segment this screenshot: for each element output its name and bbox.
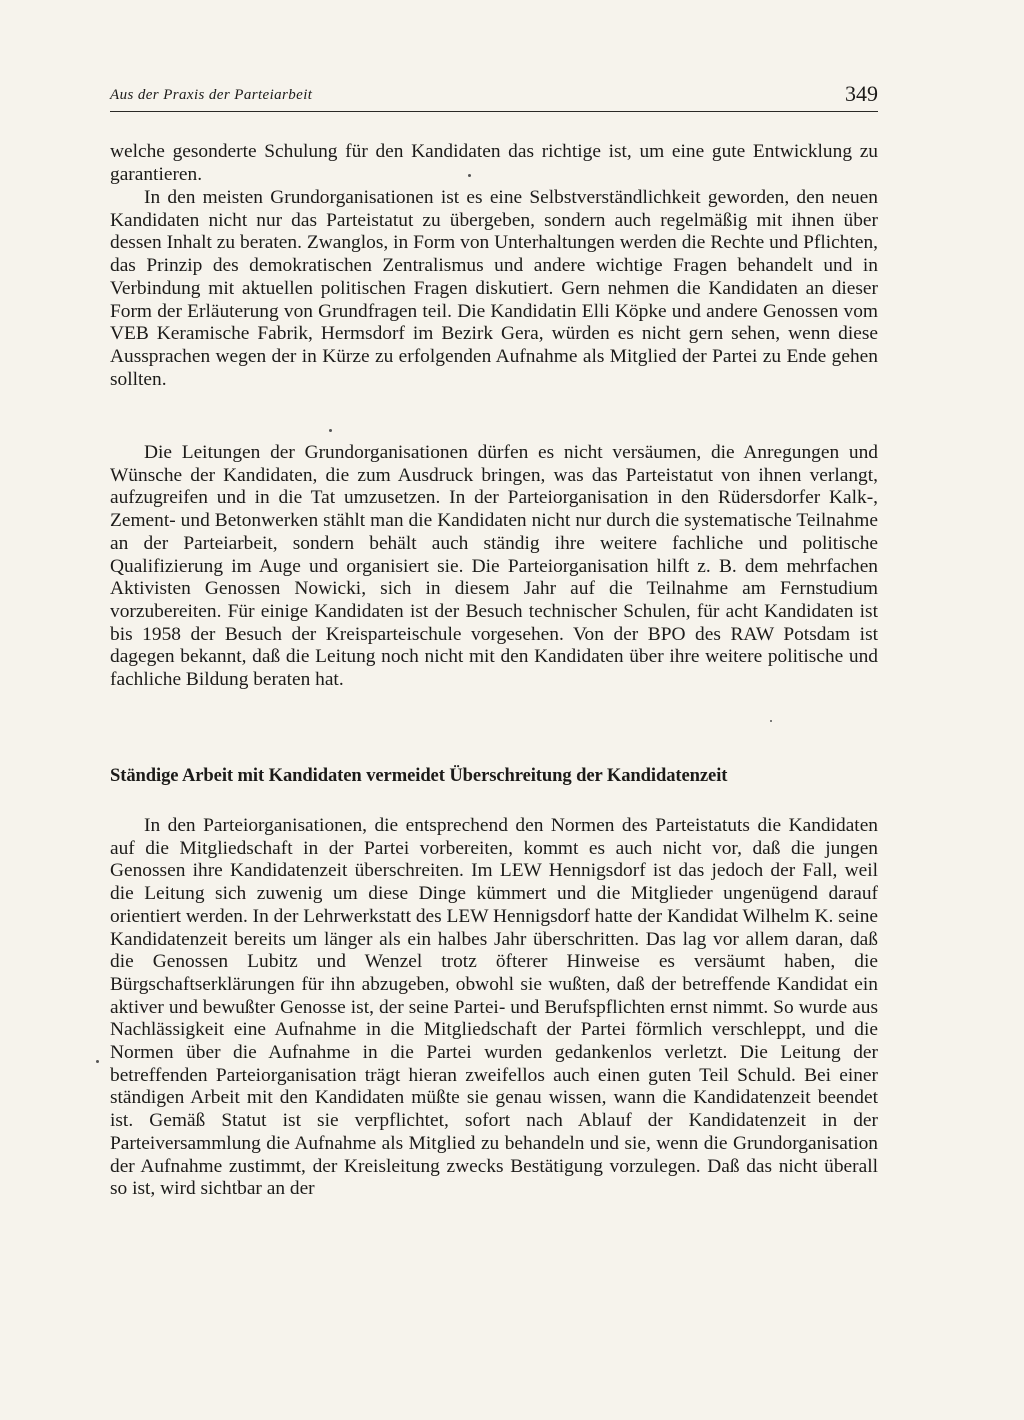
paragraph: welche gesonderte Schulung für den Kandidaten das richtige ist, um eine gute Entwicklung zu garantieren. bbox=[110, 141, 878, 185]
print-speck bbox=[468, 174, 471, 177]
paragraph: In den Parteiorganisationen, die entsprechend den Normen des Parteistatuts die Kandidaten auf die Mitgliedschaft in der Partei vorbereiten, kommt es auch nicht vor, daß die jungen Genossen ihre Kandidatenzeit überschreiten. Im LEW Hennigsdorf ist das jedoch der Fall, weil die Leitung sich zuwenig um diese Dinge kümmert und die Mitglieder ungenügend darauf orientiert werden. In der Lehrwerkstatt des LEW Hennigsdorf hatte der Kandidat Wilhelm K. seine Kandidatenzeit bereits um länger als ein halbes Jahr überschritten. Das lag vor allem daran, daß die Genossen Lubitz und Wenzel trotz öfterer Hinweise es versäumt haben, die Bürgschaftserklärungen für ihn abzugeben, obwohl sie wußten, daß der betreffende Kandidat ein aktiver und bewußter Genosse ist, der seine Partei- und Berufspflichten ernst nimmt. So wurde aus Nachlässigkeit eine Aufnahme in die Mitgliedschaft der Partei förmlich verschleppt, und die Normen über die Aufnahme in die Partei wurden gedankenlos verletzt. Die Leitung der betreffenden Parteiorganisation trägt hieran zweifellos auch einen guten Teil Schuld. Bei einer ständigen Arbeit mit den Kandidaten müßte sie genau wissen, wann die Kandidatenzeit beendet ist. Gemäß Statut ist sie verpflichtet, sofort nach Ablauf der Kandidatenzeit in der Parteiversammlung die Aufnahme als Mitglied zu behandeln und sie, wenn die Grundorganisation der Aufnahme zustimmt, der Kreisleitung zwecks Bestätigung vorzulegen. Daß das nicht überall so ist, wird sichtbar an der bbox=[110, 815, 878, 1200]
paragraph: In den meisten Grundorganisationen ist es eine Selbstverständlichkeit geworden, den neuen Kandidaten nicht nur das Parteistatut zu übergeben, sondern auch regelmäßig mit ihnen über dessen Inhalt zu beraten. Zwanglos, in Form von Unterhaltungen werden die Rechte und Pflichten, das Prinzip des demokratischen Zentralismus und andere wichtige Fragen behandelt und in Verbindung mit aktuellen politischen Fragen diskutiert. Gern nehmen die Kandidaten an dieser Form der Erläuterung von Grundfragen teil. Die Kandidatin Elli Köpke und andere Genossen vom VEB Keramische Fabrik, Hermsdorf im Bezirk Gera, würden es nicht gern sehen, wenn diese Aussprachen wegen der in Kürze zu erfolgenden Aufnahme als Mitglied der Partei zu Ende gehen sollten. bbox=[110, 187, 878, 390]
print-speck bbox=[329, 429, 332, 432]
print-speck bbox=[770, 720, 772, 722]
page-number: 349 bbox=[845, 81, 878, 106]
running-title: Aus der Praxis der Parteiarbeit bbox=[110, 87, 313, 103]
print-speck bbox=[96, 1060, 99, 1063]
running-header bbox=[110, 81, 878, 112]
paragraph: Die Leitungen der Grundorganisationen dürfen es nicht versäumen, die Anregungen und Wünsche der Kandidaten, die zum Ausdruck bringen, was das Parteistatut von ihnen verlangt, aufzugreifen und in die Tat umzusetzen. In der Parteiorganisation in den Rüdersdorfer Kalk-, Zement- und Betonwerken stählt man die Kandidaten nicht nur durch die systematische Teilnahme an der Parteiarbeit, sondern behält auch ständig ihre weitere fachliche und politische Qualifizierung im Auge und organisiert sie. Die Parteiorganisation hilft z. B. dem mehrfachen Aktivisten Genossen Nowicki, sich in diesem Jahr auf die Teilnahme am Fernstudium vorzubereiten. Für einige Kandidaten ist der Besuch technischer Schulen, für acht Kandidaten ist bis 1958 der Besuch der Kreisparteischule vorgesehen. Von der BPO des RAW Potsdam ist dagegen bekannt, daß die Leitung noch nicht mit den Kandidaten über ihre weitere politische und fachliche Bildung beraten hat. bbox=[110, 442, 878, 691]
section-heading: Ständige Arbeit mit Kandidaten vermeidet Überschreitung der Kandidatenzeit bbox=[110, 765, 728, 786]
